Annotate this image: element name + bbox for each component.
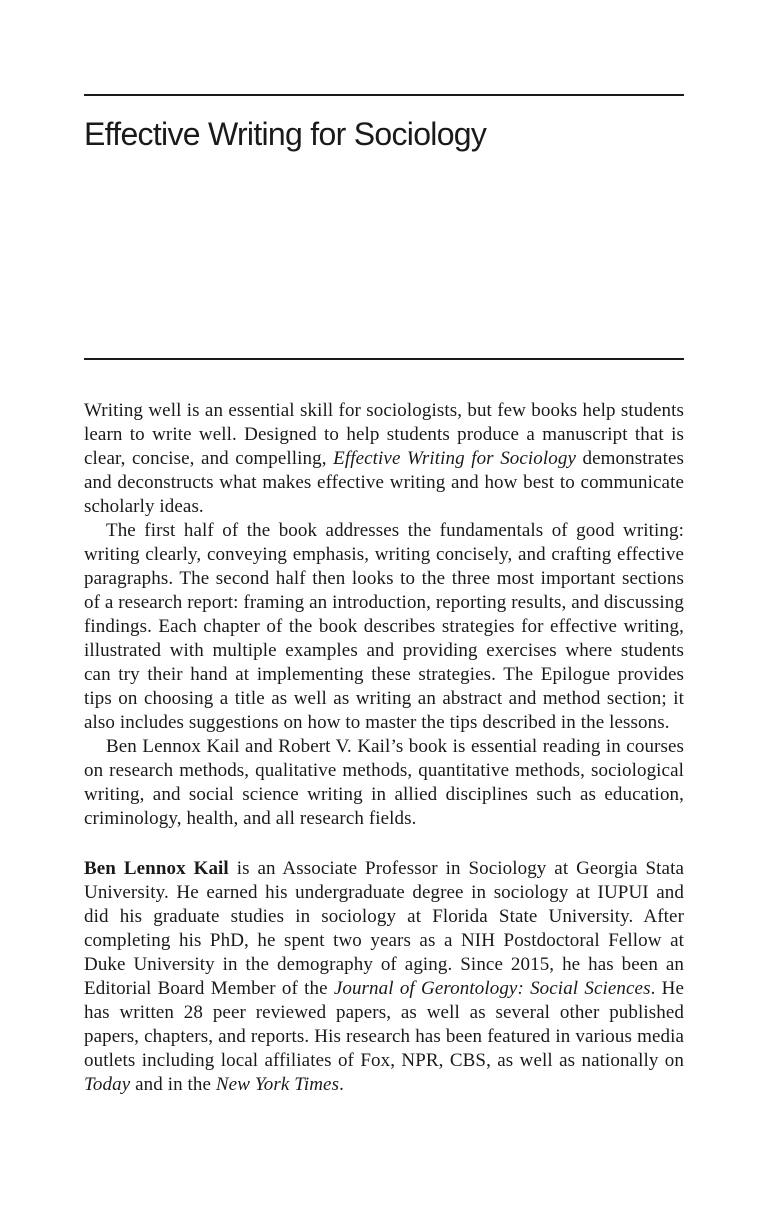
journal-title: Journal of Gerontology: Social Sciences xyxy=(333,978,651,999)
newspaper-title: New York Times xyxy=(215,1074,340,1095)
top-rule xyxy=(84,94,684,96)
divider-rule xyxy=(84,358,684,360)
page-title: Effective Writing for Sociology xyxy=(84,116,487,152)
blurb-paragraph-3: Ben Lennox Kail and Robert V. Kail’s book is essential reading in courses on research methods, qualitative methods, quantitative methods, sociological writing, and social science writing in allied disciplines such as education, criminology, health, and all research fields. xyxy=(84,736,684,829)
bio-text: . xyxy=(339,1074,344,1095)
text-block xyxy=(84,399,684,1097)
blurb-text: demonstrates and deconstructs what makes effective writing and how best to communicate scholarly ideas. xyxy=(84,448,684,517)
bio-text: and in the xyxy=(130,1074,216,1095)
blurb-paragraph-2: The first half of the book addresses the fundamentals of good writing: writing clearly, conveying emphasis, writing concisely, and crafting effective paragraphs. The second half then looks to the three most important sections of a research report: framing an introduction, reporting results, and discussing findings. Each chapter of the book describes strategies for effective writing, illustrated with multiple examples and providing exercises where students can try their hand at implementing these strategies. The Epilogue provides tips on choosing a title as well as writing an abstract and method section; it also includes suggestions on how to master the tips described in the lessons. xyxy=(84,520,684,733)
bio-text: . He has written 28 peer reviewed papers, as well as several other published papers, chapters, and reports. His research has been featured in various media outlets including local affiliates of Fox, NPR, CBS, as well as nationally on xyxy=(84,978,684,1071)
blurb-text: Writing well is an essential skill for sociologists, but few books help students learn to write well. Designed to help students produce a manuscript that is clear, concise, and compelling, xyxy=(84,400,684,469)
author-bio xyxy=(84,857,684,1097)
author-name: Ben Lennox Kail xyxy=(84,858,229,879)
show-title: Today xyxy=(84,1074,131,1095)
bio-text: is an Associate Professor in Sociology at Georgia Stata University. He earned his undergraduate degree in sociology at IUPUI and did his graduate studies in sociology at Florida State University. After completing his PhD, he spent two years as a NIH Postdoctoral Fellow at Duke University in the demography of aging. Since 2015, he has been an Editorial Board Member of the xyxy=(84,858,685,999)
blurb-paragraph-1 xyxy=(84,399,684,519)
book-title-italic: Effective Writing for Sociology xyxy=(333,448,577,469)
